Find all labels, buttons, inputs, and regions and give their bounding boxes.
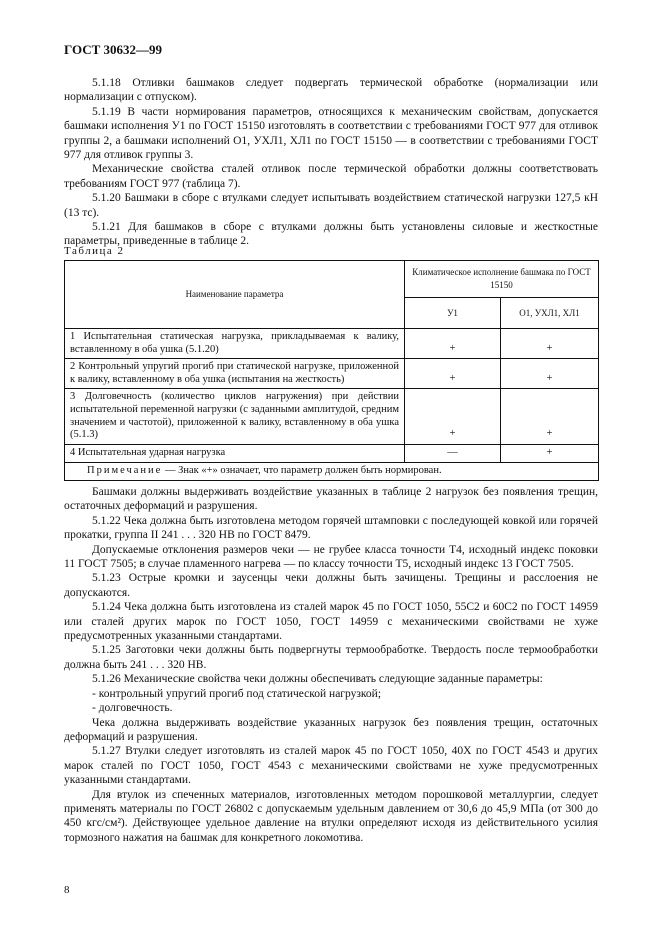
list-item: - долговечность. bbox=[92, 702, 173, 715]
note-text: — Знак «+» означает, что параметр должен быть нормирован. bbox=[162, 465, 442, 477]
row-value-u1: — bbox=[405, 444, 501, 463]
table-row bbox=[65, 444, 599, 463]
paragraph: 5.1.20 Башмаки в сборе с втулками следует испытывать воздействием статической нагрузки 127,5 кН (13 тс). bbox=[64, 192, 598, 219]
table-row bbox=[65, 359, 599, 389]
paragraph: Чека должна выдерживать воздействие указанных нагрузок без появления трещин, остаточных деформаций и разрушения. bbox=[64, 716, 598, 743]
paragraph: Механические свойства сталей отливок после термической обработки должны соответствовать требованиям ГОСТ 977 (таблица 7). bbox=[64, 163, 598, 190]
row-name: 1 Испытательная статическая нагрузка, прикладываемая к валику, вставленному в оба ушка (5.1.20) bbox=[65, 329, 405, 359]
table-header-row bbox=[65, 261, 599, 298]
paragraph: 5.1.19 В части нормирования параметров, относящихся к механическим свойствам, допускается башмаки исполнения У1 по ГОСТ 15150 изготовлять в соответствии с требованиями ГОСТ 977 для отливок группы 2, а башмаки исполнений О1, УХЛ1, ХЛ1 по ГОСТ 15150 — в соответствии с требованиями ГОСТ 977 для отливок группы 3. bbox=[64, 105, 598, 162]
row-value-u1: + bbox=[405, 359, 501, 389]
bottom-text-block bbox=[64, 485, 598, 845]
paragraph: 5.1.26 Механические свойства чеки должны обеспечивать следующие заданные параметры: bbox=[92, 673, 543, 686]
paragraph: 5.1.18 Отливки башмаков следует подвергать термической обработке (нормализации или нормализации с отпуском). bbox=[64, 77, 598, 104]
table-row bbox=[65, 389, 599, 444]
header-u1: У1 bbox=[405, 298, 501, 329]
row-value-o1: + bbox=[501, 389, 599, 444]
paragraph: 5.1.21 Для башмаков в сборе с втулками должны быть установлены силовые и жесткостные параметры, приведенные в таблице 2. bbox=[64, 221, 598, 248]
paragraph: 5.1.27 Втулки следует изготовлять из сталей марок 45 по ГОСТ 1050, 40Х по ГОСТ 4543 и других марок сталей по ГОСТ 1050, ГОСТ 4543 с механическими свойствами не хуже предусмотренных указанными стандартами. bbox=[64, 745, 598, 787]
paragraph: 5.1.22 Чека должна быть изготовлена методом горячей штамповки с последующей ковкой или горячей прокатки, группа II 241 . . . 320 НВ по ГОСТ 8479. bbox=[64, 514, 598, 542]
table-caption: Таблица 2 bbox=[64, 245, 125, 257]
row-value-o1: + bbox=[501, 359, 599, 389]
table-note bbox=[65, 463, 599, 481]
row-value-o1: + bbox=[501, 329, 599, 359]
paragraph: 5.1.23 Острые кромки и заусенцы чеки должны быть зачищены. Трещины и расслоения не допускаются. bbox=[64, 572, 598, 599]
top-text-block bbox=[64, 76, 598, 249]
row-value-u1: + bbox=[405, 329, 501, 359]
row-value-u1: + bbox=[405, 389, 501, 444]
note-label: Примечание bbox=[87, 465, 163, 477]
page-header-title: ГОСТ 30632—99 bbox=[64, 42, 163, 57]
table-note-row bbox=[65, 463, 599, 481]
page-number: 8 bbox=[64, 884, 70, 896]
paragraph: Допускаемые отклонения размеров чеки — не грубее класса точности Т4, исходный индекс поковки 11 ГОСТ 7505; в случае пламенного нагрева — по классу точности Т5, исходный индекс 13 ГОСТ 7505. bbox=[64, 543, 598, 571]
paragraph: Для втулок из спеченных материалов, изготовленных методом порошковой металлургии, следует применять материалы по ГОСТ 26802 с допускаемым удельным давлением от 30,6 до 45,9 МПа (от 300 до 450 кгс/см²). Действующее удельное давление на втулки определяют исходя из действительного усилия тормозного нажатия на башмак для конкретного локомотива. bbox=[64, 788, 598, 844]
row-name: 3 Долговечность (количество циклов нагружения) при действии испытательной переменной нагрузки (с заданными амплитудой, средним значением и частотой), приложенной к валику, вставленному в оба ушка (5.1.3) bbox=[65, 389, 405, 444]
paragraph: 5.1.25 Заготовки чеки должны быть подвергнуты термообработке. Твердость после термообработки должна быть 241 . . . 320 НВ. bbox=[64, 644, 598, 671]
paragraph: 5.1.24 Чека должна быть изготовлена из сталей марок 45 по ГОСТ 1050, 55С2 и 60С2 по ГОСТ 14959 или сталей других марок по ГОСТ 1050, ГОСТ 14959 с механическими свойствами не хуже предусмотренных указанными стандартами. bbox=[64, 601, 598, 643]
row-name: 2 Контрольный упругий прогиб при статической нагрузке, приложенной к валику, вставленному в оба ушка (испытания на жесткость) bbox=[65, 359, 405, 389]
parameters-table bbox=[64, 260, 599, 481]
header-o1-uhl1-hl1: О1, УХЛ1, ХЛ1 bbox=[501, 298, 599, 329]
list-item: - контрольный упругий прогиб под статической нагрузкой; bbox=[92, 687, 382, 700]
header-parameter-name: Наименование параметра bbox=[65, 261, 405, 329]
paragraph: Башмаки должны выдерживать воздействие указанных в таблице 2 нагрузок без появления трещин, остаточных деформаций и разрушения. bbox=[64, 486, 598, 513]
row-name: 4 Испытательная ударная нагрузка bbox=[65, 444, 405, 463]
row-value-o1: + bbox=[501, 444, 599, 463]
table-row bbox=[65, 329, 599, 359]
header-climate-version: Климатическое исполнение башмака по ГОСТ 15150 bbox=[405, 261, 599, 298]
